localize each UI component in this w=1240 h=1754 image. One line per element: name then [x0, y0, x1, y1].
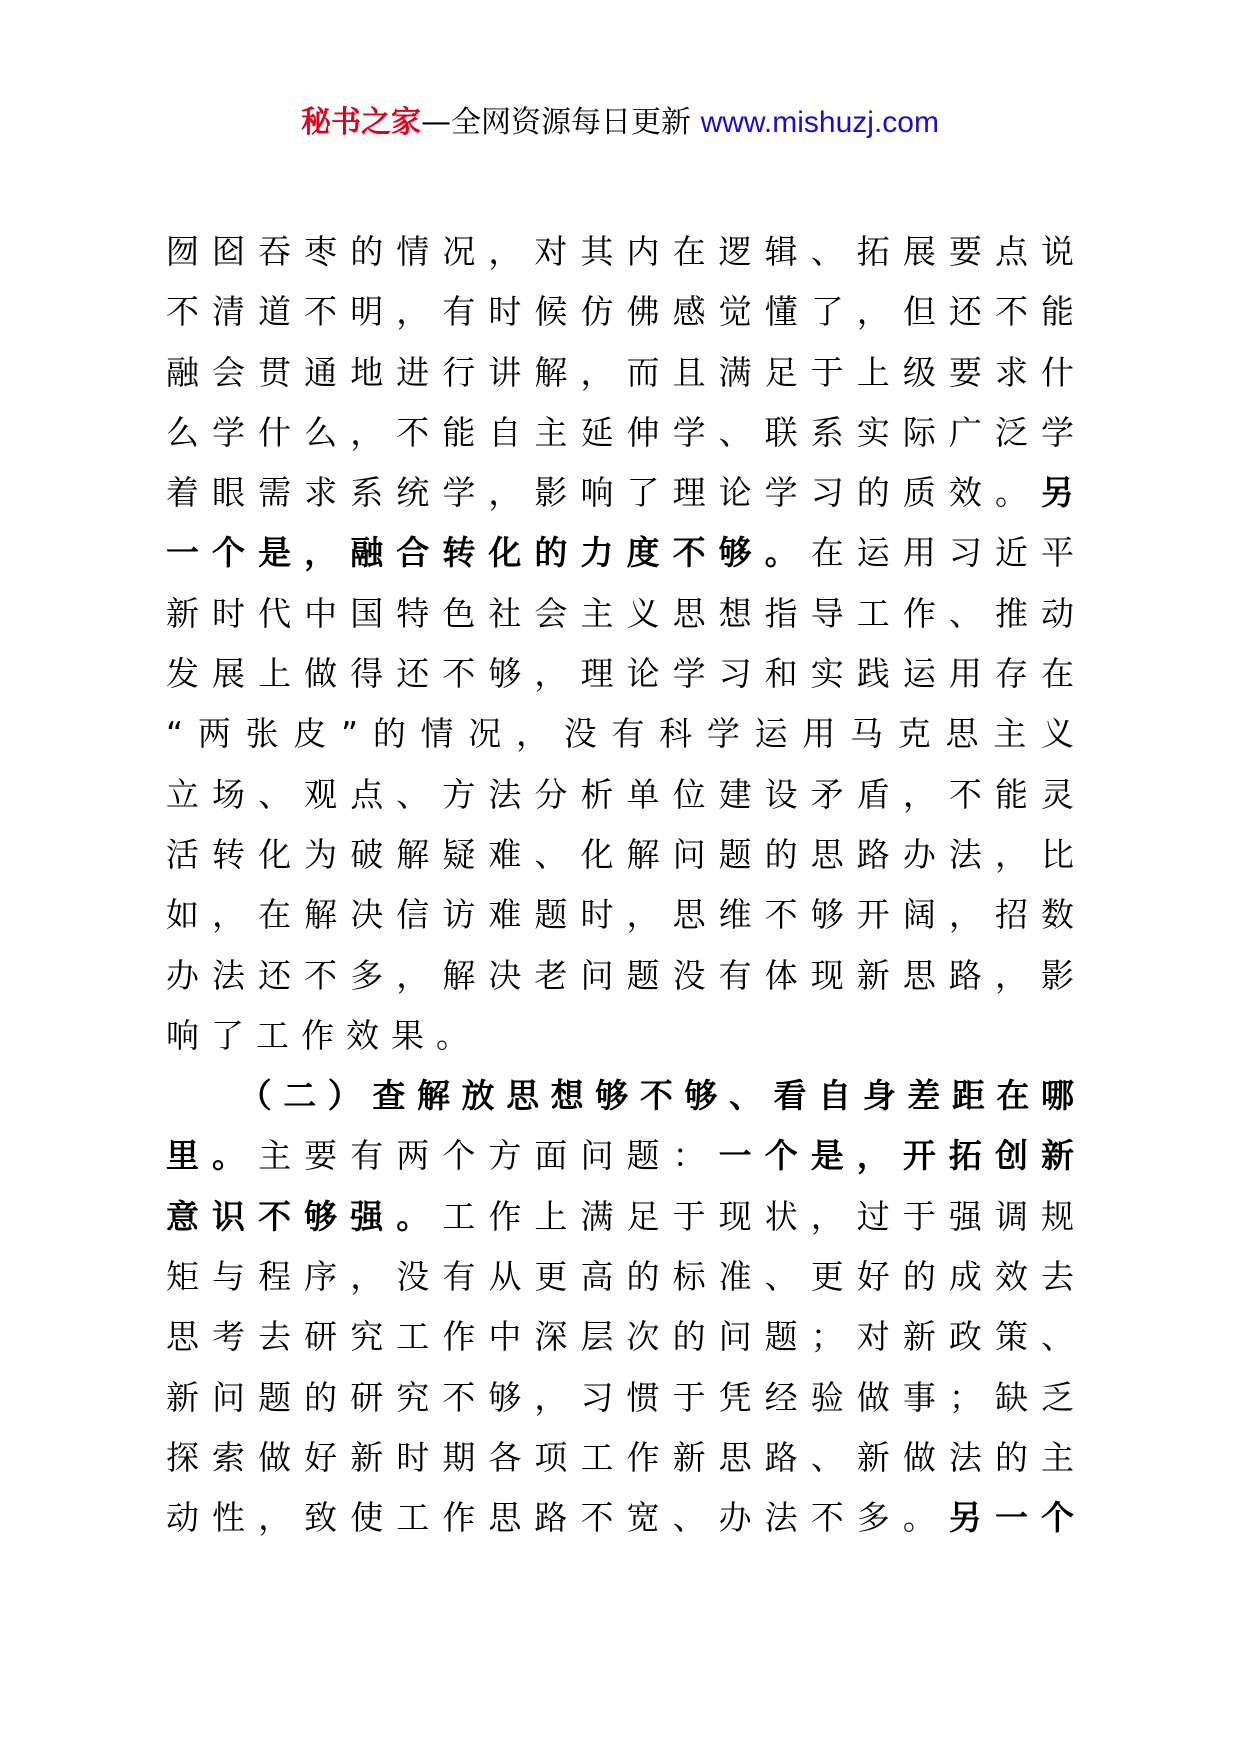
- text-line: [166, 825, 1076, 885]
- text-run: 新时代中国特色社会主义思想指导工作、推动: [166, 593, 1076, 633]
- text-line: [166, 403, 1076, 463]
- text-run: 么学什么，不能自主延伸学、联系实际广泛学: [166, 412, 1076, 452]
- text-run: 不清道不明，有时候仿佛感觉懂了，但还不能: [166, 292, 1076, 332]
- text-line: [166, 885, 1076, 945]
- site-header: [0, 100, 1240, 146]
- text-line: [166, 1368, 1076, 1428]
- text-line: [166, 523, 1076, 583]
- text-line: [166, 463, 1076, 523]
- bold-text-run: 另: [1041, 473, 1076, 513]
- text-line: [166, 584, 1076, 644]
- text-run: 动性，致使工作思路不宽、办法不多。: [166, 1498, 949, 1538]
- text-line: [166, 1488, 1076, 1548]
- text-line: [166, 1187, 1076, 1247]
- site-url-link[interactable]: www.mishuzj.com: [700, 106, 939, 139]
- text-run: 新问题的研究不够，习惯于凭经验做事；缺乏: [166, 1377, 1076, 1417]
- bold-text-run: 一个是，融合转化的力度不够。: [166, 533, 811, 573]
- bold-text-run: 另一个: [948, 1498, 1077, 1538]
- text-run: 工作上满足于现状，过于强调规: [442, 1196, 1077, 1236]
- text-line: [166, 343, 1076, 403]
- text-line: [166, 1247, 1076, 1307]
- text-run: 着眼需求系统学，影响了理论学习的质效。: [166, 473, 1041, 513]
- text-run: 主要有两个方面问题：: [258, 1136, 719, 1176]
- text-run: 矩与程序，没有从更高的标准、更好的成效去: [166, 1257, 1076, 1297]
- text-run: 如，在解决信访难题时，思维不够开阔，招数: [166, 895, 1076, 935]
- text-line: [166, 1006, 1076, 1066]
- text-run: 发展上做得还不够，理论学习和实践运用存在: [166, 654, 1076, 694]
- text-run: 活转化为破解疑难、化解问题的思路办法，比: [166, 834, 1076, 874]
- text-line: [166, 1126, 1076, 1186]
- header-slogan: —全网资源每日更新: [421, 105, 692, 140]
- text-run: 囫囵吞枣的情况，对其内在逻辑、拓展要点说: [166, 232, 1076, 271]
- bold-text-run: 意识不够强。: [166, 1196, 443, 1236]
- text-run: 融会贯通地进行讲解，而且满足于上级要求什: [166, 352, 1076, 392]
- text-run: 立场、观点、方法分析单位建设矛盾，不能灵: [166, 774, 1076, 814]
- text-line: [166, 765, 1076, 825]
- text-line: [166, 282, 1076, 342]
- bold-text-run: （二）查解放思想够不够、看自身差距在哪: [166, 1076, 1076, 1116]
- text-line: [166, 1428, 1076, 1488]
- text-line: [166, 704, 1076, 764]
- text-line: [166, 946, 1076, 1006]
- text-run: 办法还不多，解决老问题没有体现新思路，影: [166, 955, 1076, 995]
- text-line: [166, 644, 1076, 704]
- text-run: 探索做好新时期各项工作新思路、新做法的主: [166, 1437, 1076, 1477]
- text-line: [166, 1307, 1076, 1367]
- bold-text-run: 里。: [166, 1136, 259, 1176]
- text-line: [166, 222, 1076, 282]
- brand-name: 秘书之家: [301, 105, 422, 140]
- text-run: “两张皮”的情况，没有科学运用马克思主义: [166, 714, 1076, 754]
- text-line: [166, 1066, 1076, 1126]
- bold-text-run: 一个是，开拓创新: [718, 1136, 1077, 1176]
- text-run: 在运用习近平: [810, 533, 1077, 573]
- text-run: 思考去研究工作中深层次的问题；对新政策、: [166, 1317, 1076, 1357]
- document-body: [166, 222, 1076, 1549]
- text-run: 响了工作效果。: [166, 1015, 481, 1055]
